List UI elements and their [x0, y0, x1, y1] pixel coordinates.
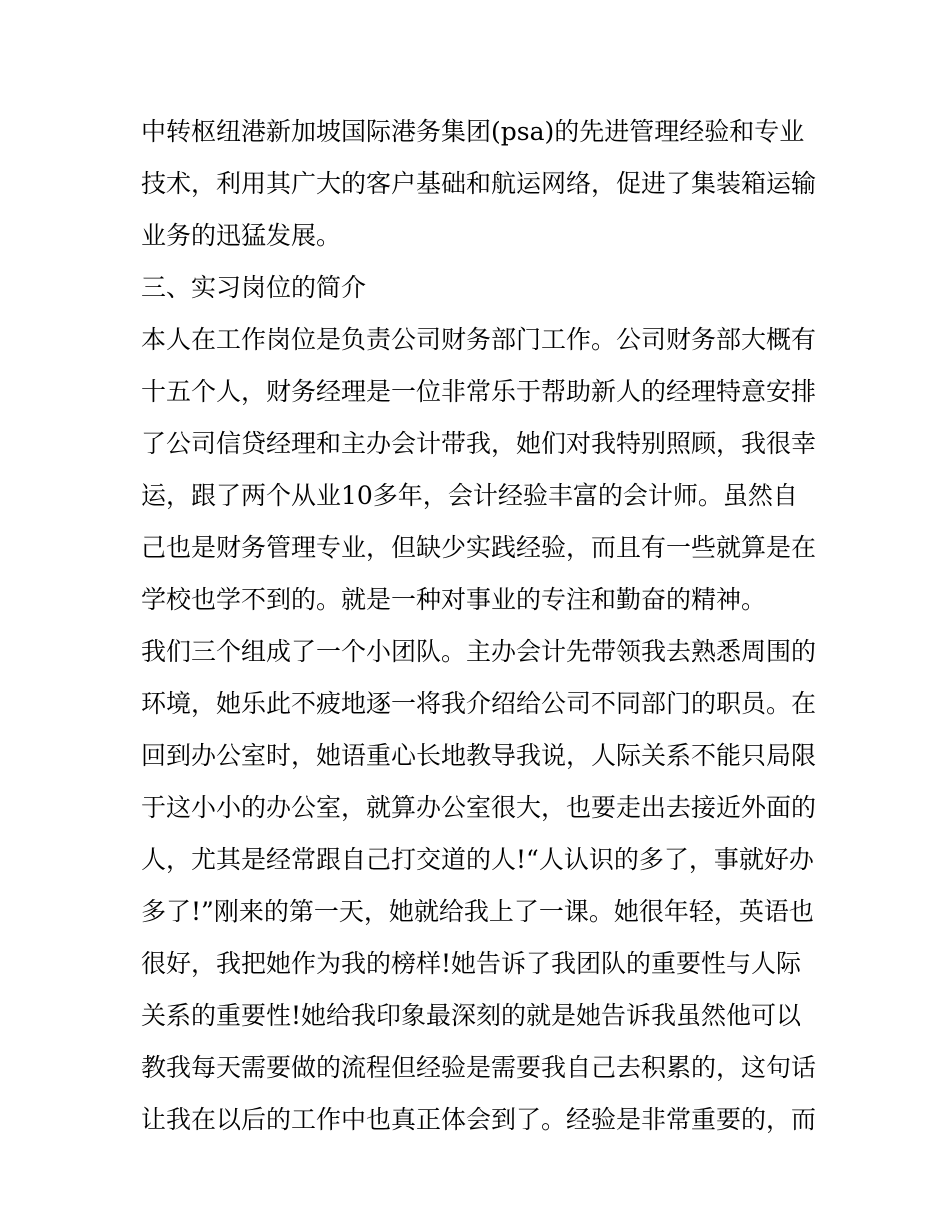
text-line: 十五个人，财务经理是一位非常乐于帮助新人的经理特意安排: [141, 377, 817, 406]
text-line: 技术，利用其广大的客户基础和航运网络，促进了集装箱运输: [141, 169, 817, 198]
text-line: 让我在以后的工作中也真正体会到了。经验是非常重要的，而: [141, 1105, 817, 1134]
text-line: 学校也学不到的。就是一种对事业的专注和勤奋的精神。: [141, 585, 767, 614]
text-line: 教我每天需要做的流程但经验是需要我自己去积累的，这句话: [141, 1053, 817, 1082]
text-line: 业务的迅猛发展。: [141, 221, 342, 250]
text-line: 回到办公室时，她语重心长地教导我说，人际关系不能只局限: [141, 741, 817, 770]
text-line: 多了!”刚来的第一天，她就给我上了一课。她很年轻，英语也: [141, 897, 814, 926]
text-line: 运，跟了两个从业10多年，会计经验丰富的会计师。虽然自: [141, 481, 798, 510]
text-line: 关系的重要性!她给我印象最深刻的就是她告诉我虽然他可以: [141, 1001, 802, 1030]
text-line: 己也是财务管理专业，但缺少实践经验，而且有一些就算是在: [141, 533, 817, 562]
text-line: 我们三个组成了一个小团队。主办会计先带领我去熟悉周围的: [141, 637, 817, 666]
text-line: 了公司信贷经理和主办会计带我，她们对我特别照顾，我很幸: [141, 429, 817, 458]
text-line: 环境，她乐此不疲地逐一将我介绍给公司不同部门的职员。在: [141, 689, 817, 718]
text-line: 本人在工作岗位是负责公司财务部门工作。公司财务部大概有: [141, 325, 817, 354]
document-body: [141, 106, 821, 1146]
text-line: 于这小小的办公室，就算办公室很大，也要走出去接近外面的: [141, 793, 817, 822]
text-line: 人，尤其是经常跟自己打交道的人!“人认识的多了，事就好办: [141, 845, 814, 874]
text-line: 很好，我把她作为我的榜样!她告诉了我团队的重要性与人际: [141, 949, 802, 978]
text-line: 中转枢纽港新加坡国际港务集团(psa)的先进管理经验和专业: [141, 117, 805, 146]
section-heading: 三、实习岗位的简介: [141, 273, 367, 302]
